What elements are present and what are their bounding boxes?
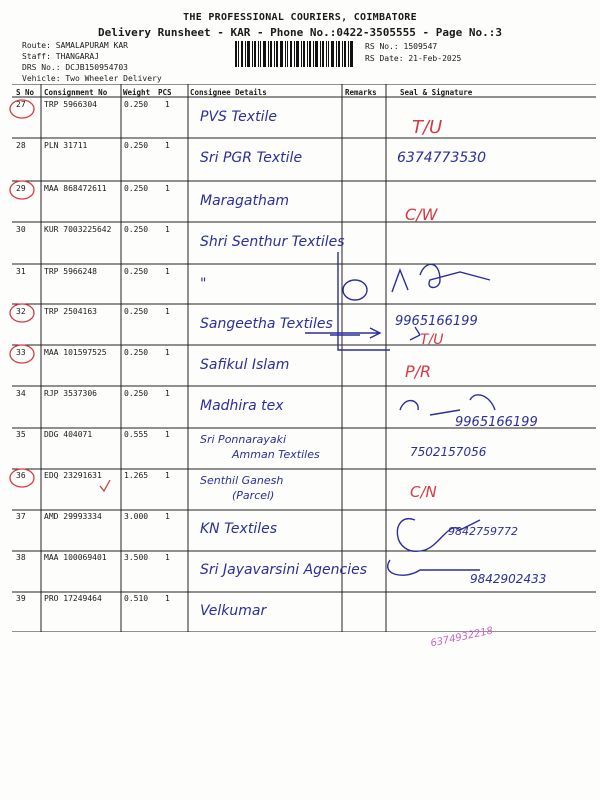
route: Route: SAMALAPURAM KAR — [22, 41, 128, 50]
row-consignee-handwritten: Maragatham — [200, 193, 290, 209]
row-weight: 0.250 — [124, 225, 149, 234]
row-consignment-no: MAA 100069401 — [44, 553, 107, 562]
row-consignee-handwritten: Sri Ponnarayaki — [200, 433, 287, 446]
row-weight: 0.555 — [124, 430, 149, 439]
row-pcs: 1 — [165, 389, 170, 398]
row-consignee-handwritten: Madhira tex — [200, 398, 284, 414]
handwritten-sig-36: C/N — [410, 483, 437, 501]
rs-no: RS No.: 1509547 — [365, 42, 438, 51]
vehicle: Vehicle: Two Wheeler Delivery — [22, 74, 162, 83]
row-sno: 34 — [16, 389, 26, 398]
row-consignee-handwritten: Velkumar — [200, 603, 267, 619]
col-header-remarks: Remarks — [345, 88, 377, 97]
handwritten-sig-37: 9842759772 — [448, 525, 518, 538]
handwritten-sig-38: 9842902433 — [470, 572, 547, 586]
col-header-weight: Weight — [123, 88, 151, 97]
row-consignment-no: KUR 7003225642 — [44, 225, 112, 234]
row-consignee-handwritten-2: Amman Textiles — [232, 448, 320, 461]
row-pcs: 1 — [165, 430, 170, 439]
handwritten-sig-35: 7502157056 — [410, 445, 487, 459]
row-consignee-handwritten: Senthil Ganesh — [200, 474, 284, 487]
handwritten-sig-28: 6374773530 — [397, 150, 487, 166]
row-sno: 32 — [16, 307, 26, 316]
row-sno: 29 — [16, 184, 26, 193]
handwritten-sig-29: C/W — [405, 205, 438, 224]
row-sno: 28 — [16, 141, 26, 150]
row-sno: 27 — [16, 100, 26, 109]
row-weight: 0.250 — [124, 348, 149, 357]
row-consignment-no: PRO 17249464 — [44, 594, 102, 603]
row-consignee-handwritten: KN Textiles — [200, 521, 277, 537]
row-consignment-no: MAA 101597525 — [44, 348, 107, 357]
handwritten-sig-39: 6374932218 — [429, 625, 495, 650]
row-pcs: 1 — [165, 307, 170, 316]
runsheet-title: Delivery Runsheet - KAR - Phone No.:0422-3505555 - Page No.:3 — [98, 26, 502, 39]
row-consignment-no: AMD 29993334 — [44, 512, 102, 521]
row-consignment-no: EDQ 23291631 — [44, 471, 102, 480]
row-pcs: 1 — [165, 594, 170, 603]
row-consignment-no: MAA 868472611 — [44, 184, 107, 193]
row-consignee-handwritten: Sangeetha Textiles — [200, 316, 333, 332]
staff: Staff: THANGARAJ — [22, 52, 100, 61]
row-weight: 0.250 — [124, 389, 149, 398]
row-sno: 33 — [16, 348, 26, 357]
row-pcs: 1 — [165, 225, 170, 234]
row-sno: 39 — [16, 594, 26, 603]
row-sno: 30 — [16, 225, 26, 234]
row-consignee-handwritten: Shri Senthur Textiles — [200, 234, 345, 250]
row-consignee-handwritten: Sri Jayavarsini Agencies — [200, 562, 368, 578]
col-header-pcs: PCS — [158, 88, 172, 97]
row-weight: 0.250 — [124, 267, 149, 276]
row-consignment-no: DDG 404071 — [44, 430, 93, 439]
handwritten-sig-33: P/R — [405, 362, 432, 381]
row-consignee-handwritten-2: (Parcel) — [232, 489, 275, 502]
row-consignee-handwritten: " — [200, 276, 207, 292]
row-pcs: 1 — [165, 512, 170, 521]
row-consignee-handwritten: PVS Textile — [200, 109, 277, 125]
row-weight: 1.265 — [124, 471, 149, 480]
row-pcs: 1 — [165, 184, 170, 193]
company-name: THE PROFESSIONAL COURIERS, COIMBATORE — [183, 12, 417, 23]
row-pcs: 1 — [165, 553, 170, 562]
row-consignment-no: TRP 2504163 — [44, 307, 97, 316]
row-sno: 36 — [16, 471, 26, 480]
row-consignee-handwritten: Sri PGR Textile — [200, 150, 303, 166]
row-weight: 0.510 — [124, 594, 149, 603]
row-pcs: 1 — [165, 100, 170, 109]
handwritten-sig-27: T/U — [412, 117, 443, 138]
row-consignment-no: TRP 5966304 — [44, 100, 97, 109]
rs-date: RS Date: 21-Feb-2025 — [365, 54, 462, 63]
row-consignment-no: PLN 31711 — [44, 141, 88, 150]
row-weight: 0.250 — [124, 184, 149, 193]
row-weight: 0.250 — [124, 307, 149, 316]
row-sno: 38 — [16, 553, 26, 562]
row-sno: 31 — [16, 267, 26, 276]
handwritten-sig-32b: T/U — [420, 332, 444, 348]
col-header-seal: Seal & Signature — [400, 88, 473, 97]
handwritten-sig-34: 9965166199 — [455, 415, 538, 430]
drs-no: DRS No.: DCJB150954703 — [22, 63, 128, 72]
barcode — [235, 41, 353, 67]
col-header-consignment: Consignment No — [44, 88, 108, 97]
row-consignment-no: RJP 3537306 — [44, 389, 97, 398]
row-consignee-handwritten: Safikul Islam — [200, 357, 290, 373]
row-weight: 3.000 — [124, 512, 149, 521]
col-header-consignee: Consignee Details — [190, 88, 267, 97]
row-pcs: 1 — [165, 141, 170, 150]
row-sno: 35 — [16, 430, 26, 439]
handwritten-sig-32: 9965166199 — [395, 314, 478, 329]
row-pcs: 1 — [165, 348, 170, 357]
row-weight: 0.250 — [124, 141, 149, 150]
row-consignment-no: TRP 5966248 — [44, 267, 97, 276]
row-sno: 37 — [16, 512, 26, 521]
row-weight: 0.250 — [124, 100, 149, 109]
row-pcs: 1 — [165, 267, 170, 276]
col-header-sno: S No — [16, 88, 35, 97]
row-pcs: 1 — [165, 471, 170, 480]
row-weight: 3.500 — [124, 553, 149, 562]
arrow-mark — [185, 300, 385, 350]
